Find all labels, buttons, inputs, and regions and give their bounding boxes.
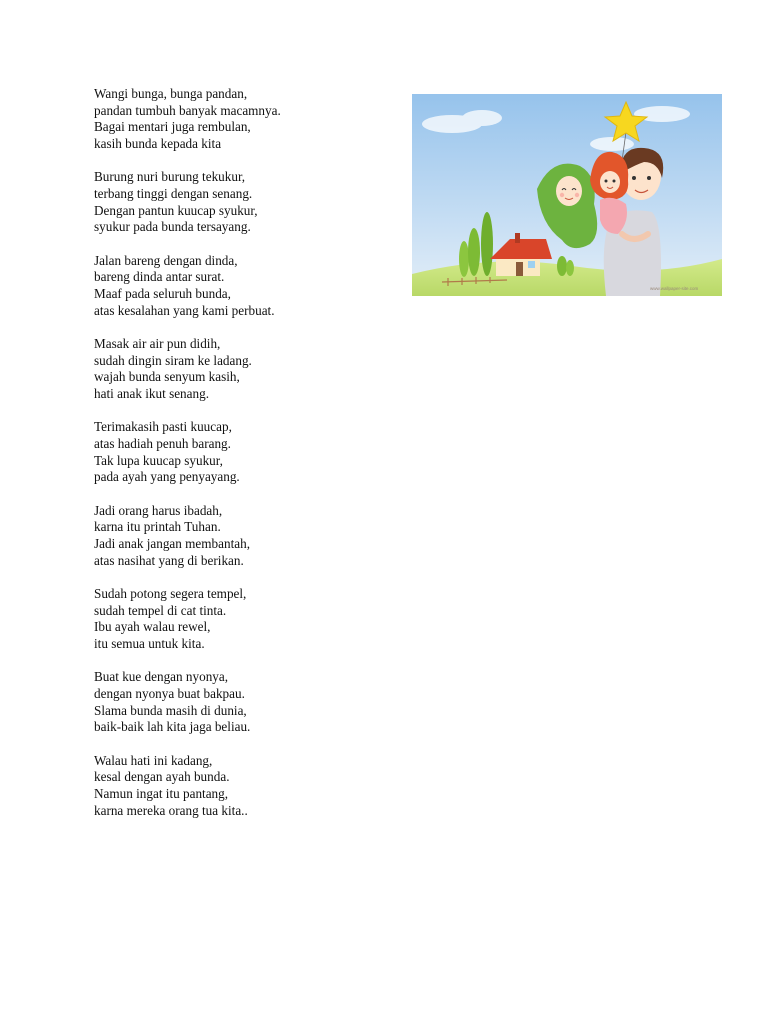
poem-line: dengan nyonya buat bakpau. <box>94 685 245 701</box>
poem-stanza <box>94 503 394 570</box>
poem-line: itu semua untuk kita. <box>94 635 205 651</box>
poem-line: sudah dingin siram ke ladang. <box>94 352 252 368</box>
image-watermark: www.wallpaper-site.com <box>650 286 699 291</box>
poem-line: Jadi anak jangan membantah, <box>94 535 250 551</box>
poem-line: Ibu ayah walau rewel, <box>94 619 211 635</box>
poem-line: Masak air air pun didih, <box>94 335 221 351</box>
poem-stanza <box>94 86 394 153</box>
poem-line: syukur pada bunda tersayang. <box>94 219 251 235</box>
poem-line: Jadi orang harus ibadah, <box>94 502 223 518</box>
poem-line: Jalan bareng dengan dinda, <box>94 252 238 268</box>
poem-line: Maaf pada seluruh bunda, <box>94 286 231 302</box>
poem-line: bareng dinda antar surat. <box>94 269 225 285</box>
poem-stanza <box>94 253 394 320</box>
poem-line: karna itu printah Tuhan. <box>94 519 221 535</box>
family-illustration <box>412 94 722 296</box>
poem-line: sudah tempel di cat tinta. <box>94 602 227 618</box>
poem-line: atas nasihat yang di berikan. <box>94 552 244 568</box>
poem-line: Tak lupa kuucap syukur, <box>94 452 223 468</box>
poem-line: Namun ingat itu pantang, <box>94 785 229 801</box>
poem-line: Slama bunda masih di dunia, <box>94 702 247 718</box>
family-illustration-image <box>412 94 722 296</box>
poem-line: atas kesalahan yang kami perbuat. <box>94 302 275 318</box>
poem-stanza <box>94 753 394 820</box>
poem-line: atas hadiah penuh barang. <box>94 435 231 451</box>
poem-line: Burung nuri burung tekukur, <box>94 169 246 185</box>
poem-line: Dengan pantun kuucap syukur, <box>94 202 258 218</box>
poem-line: pada ayah yang penyayang. <box>94 469 240 485</box>
poem-line: Sudah potong segera tempel, <box>94 585 247 601</box>
poem-line: Bagai mentari juga rembulan, <box>94 119 251 135</box>
poem-line: Terimakasih pasti kuucap, <box>94 419 232 435</box>
poem-line: kesal dengan ayah bunda. <box>94 769 230 785</box>
poem-stanza <box>94 169 394 236</box>
poem-stanza <box>94 419 394 486</box>
poem-line: baik-baik lah kita jaga beliau. <box>94 719 251 735</box>
poem-stanza <box>94 586 394 653</box>
poem-line: terbang tinggi dengan senang. <box>94 186 253 202</box>
poem-stanza <box>94 336 394 403</box>
poem-stanza <box>94 669 394 736</box>
poem-line: karna mereka orang tua kita.. <box>94 802 248 818</box>
poem-line: Walau hati ini kadang, <box>94 752 213 768</box>
poem <box>94 86 394 836</box>
poem-line: Wangi bunga, bunga pandan, <box>94 86 248 101</box>
poem-line: Buat kue dengan nyonya, <box>94 669 229 685</box>
poem-line: wajah bunda senyum kasih, <box>94 369 240 385</box>
poem-line: hati anak ikut senang. <box>94 386 209 402</box>
poem-line: pandan tumbuh banyak macamnya. <box>94 102 281 118</box>
poem-line: kasih bunda kepada kita <box>94 136 222 152</box>
